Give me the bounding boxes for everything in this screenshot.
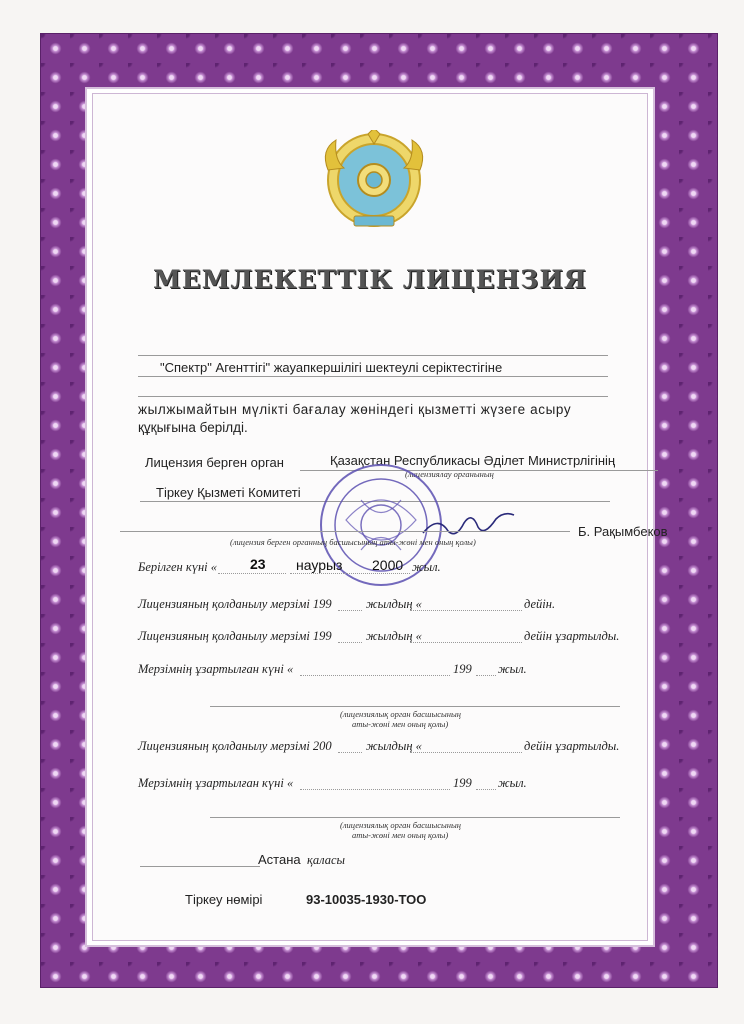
recipient-line-2 — [138, 396, 608, 397]
validity-date-line-1 — [410, 610, 522, 611]
activity-text-1: жылжымайтын мүлікті бағалау жөніндегі қызметті жүзеге асыру — [138, 402, 572, 417]
document-title: МЕМЛЕКЕТТІК ЛИЦЕНЗИЯ — [153, 265, 587, 294]
head-signature-line-2 — [210, 817, 620, 818]
validity-label-1: Лицензияның қолданылу мерзімі 199 — [138, 597, 332, 611]
validity-year-line-1 — [338, 610, 362, 611]
issued-day-line — [218, 573, 286, 574]
recipient-name: "Спектр" Агенттігі" жауапкершілігі шектеулі серіктестігіне — [160, 360, 503, 375]
extension-199-1: 199 — [453, 662, 472, 676]
validity-year-line-2 — [338, 642, 362, 643]
extension-199-2: 199 — [453, 776, 472, 790]
head-caption-2b: аты-жөні мен оның қолы) — [352, 830, 449, 840]
validity-date-line-2 — [410, 642, 522, 643]
issuing-body-caption: (лицензиялау органының — [405, 469, 494, 479]
issued-year: 2000 — [372, 557, 404, 573]
validity-extended-1: дейін ұзартылды. — [524, 629, 620, 643]
issuing-body-label: Лицензия берген орган — [145, 455, 284, 470]
head-signature-line-1 — [210, 706, 620, 707]
extension-year-1: жыл. — [498, 662, 527, 676]
validity-label-2: Лицензияның қолданылу мерзімі 199 — [138, 629, 332, 643]
issuing-body-value-1: Қазақстан Республикасы Әділет Министрлігінің — [330, 453, 616, 468]
head-caption-2a: (лицензиялық орган басшысының — [340, 820, 461, 830]
issuing-body-value-2: Тіркеу Қызметі Комитеті — [156, 485, 301, 500]
extension-date-label-1: Мерзімнің ұзартылған күні « — [138, 662, 294, 676]
issued-label: Берілген күні « — [138, 560, 217, 574]
validity-year-word-3: жылдың « — [366, 739, 422, 753]
extension-year-line-2 — [476, 789, 496, 790]
head-caption-1a: (лицензиялық орган басшысының — [340, 709, 461, 719]
validity-extended-2: дейін ұзартылды. — [524, 739, 620, 753]
issued-suffix: жыл. — [412, 560, 441, 574]
signatory-caption: (лицензия берген органның басшысының аты-жөні мен оның қолы) — [230, 537, 476, 547]
issued-day: 23 — [250, 556, 266, 572]
issued-month: наурыз — [296, 557, 343, 573]
registration-number: 93-10035-1930-ТОО — [306, 892, 427, 907]
signatory-line — [120, 531, 570, 532]
signatory-name: Б. Рақымбеков — [578, 524, 668, 539]
registration-label: Тіркеу нөмірі — [185, 892, 263, 907]
state-emblem-icon — [318, 130, 430, 232]
extension-date-label-2: Мерзімнің ұзартылған күні « — [138, 776, 294, 790]
extension-date-line-2 — [300, 789, 450, 790]
validity-label-3: Лицензияның қолданылу мерзімі 200 — [138, 739, 332, 753]
recipient-line-top — [138, 355, 608, 356]
extension-year-line-1 — [476, 675, 496, 676]
recipient-line — [138, 376, 608, 377]
city-value: Астана — [258, 852, 301, 867]
validity-year-word-1: жылдың « — [366, 597, 422, 611]
issued-month-line — [290, 573, 410, 574]
validity-year-line-3 — [338, 752, 362, 753]
validity-date-line-3 — [410, 752, 522, 753]
validity-year-word-2: жылдың « — [366, 629, 422, 643]
city-suffix: қаласы — [307, 853, 345, 867]
activity-text-2: құқығына берілді. — [138, 420, 248, 435]
extension-date-line-1 — [300, 675, 450, 676]
head-caption-1b: аты-жөні мен оның қолы) — [352, 719, 449, 729]
city-line — [140, 866, 260, 867]
validity-until: дейін. — [524, 597, 556, 611]
extension-year-2: жыл. — [498, 776, 527, 790]
